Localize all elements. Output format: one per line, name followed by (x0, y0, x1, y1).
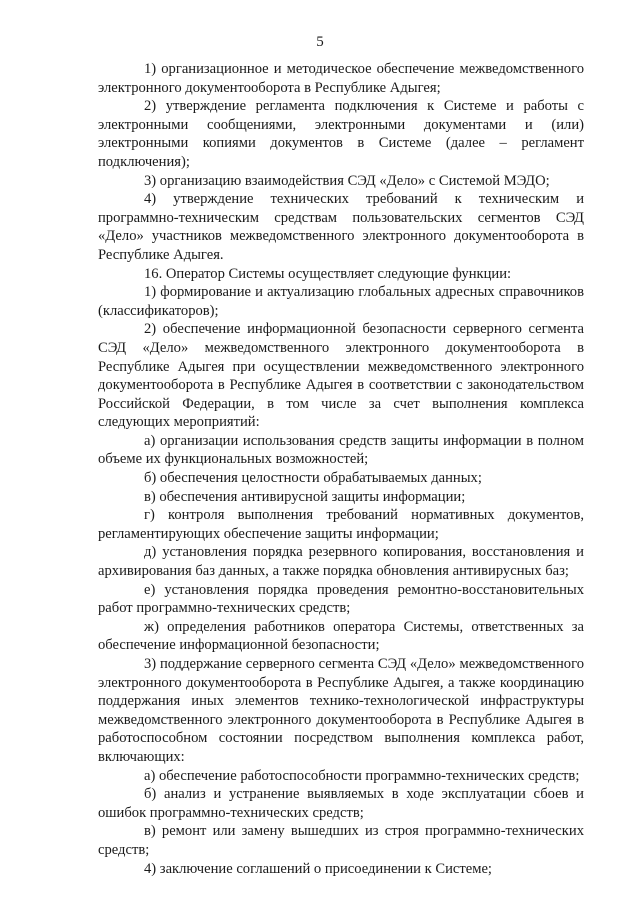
paragraph: 1) формирование и актуализацию глобальных адресных справочников (классификаторов); (98, 284, 584, 319)
section-heading-paragraph: 16. Оператор Системы осуществляет следующие функции: (144, 265, 512, 282)
paragraph: 1) организационное и методическое обеспечение межведомственного электронного документооборота в Республике Адыгея; (98, 61, 584, 96)
list-subitem: ж) определения работников оператора Системы, ответственных за обеспечение информационной безопасности; (98, 618, 584, 654)
paragraph: 4) заключение соглашений о присоединении к Системе; (144, 860, 492, 877)
page-number: 5 (316, 34, 324, 50)
paragraph: 3) поддержание серверного сегмента СЭД «Дело» межведомственного электронного документооборота в Республике Адыгея, а также координацию поддержания иных элементов технико-технологической инфраструктуры межведомственного электронного документооборота в Республике Адыгея в работоспособном состоянии посредством выполнения комплекса работ, включающих: (98, 656, 584, 765)
paragraph: 2) обеспечение информационной безопасности серверного сегмента СЭД «Дело» межведомственного электронного документооборота в Республике Адыгея при осуществлении межведомственного электронного документооборота в Республике Адыгея в соответствии с законодательством Российской Федерации, в том числе за счет выполнения комплекса следующих мероприятий: (98, 321, 584, 431)
list-subitem: а) обеспечение работоспособности программно-технических средств; (144, 767, 580, 784)
list-subitem: г) контроля выполнения требований нормативных документов, регламентирующих обеспечение защиты информации; (98, 507, 584, 542)
list-subitem: д) установления порядка резервного копирования, восстановления и архивирования баз данных, а также порядка обновления антивирусных баз; (98, 544, 584, 580)
paragraph: 3) организацию взаимодействия СЭД «Дело» с Системой МЭДО; (144, 172, 550, 189)
list-subitem: б) обеспечения целостности обрабатываемых данных; (144, 470, 482, 487)
document-body (98, 60, 584, 878)
list-subitem: в) обеспечения антивирусной защиты информации; (144, 488, 466, 505)
paragraph: 4) утверждение технических требований к техническим и программно-техническим средствам пользовательских сегментов СЭД «Дело» участников межведомственного электронного документооборота в Республике Адыгея. (98, 191, 584, 263)
paragraph: 2) утверждение регламента подключения к Системе и работы с электронными сообщениями, электронными документами и (или) электронными копиями документов в Системе (далее – регламент подключения); (98, 98, 584, 170)
list-subitem: в) ремонт или замену вышедших из строя программно-технических средств; (98, 823, 584, 858)
list-subitem: е) установления порядка проведения ремонтно-восстановительных работ программно-технических средств; (98, 581, 584, 617)
list-subitem: б) анализ и устранение выявляемых в ходе эксплуатации сбоев и ошибок программно-технических средств; (98, 786, 584, 821)
list-subitem: а) организации использования средств защиты информации в полном объеме их функциональных возможностей; (98, 432, 584, 468)
